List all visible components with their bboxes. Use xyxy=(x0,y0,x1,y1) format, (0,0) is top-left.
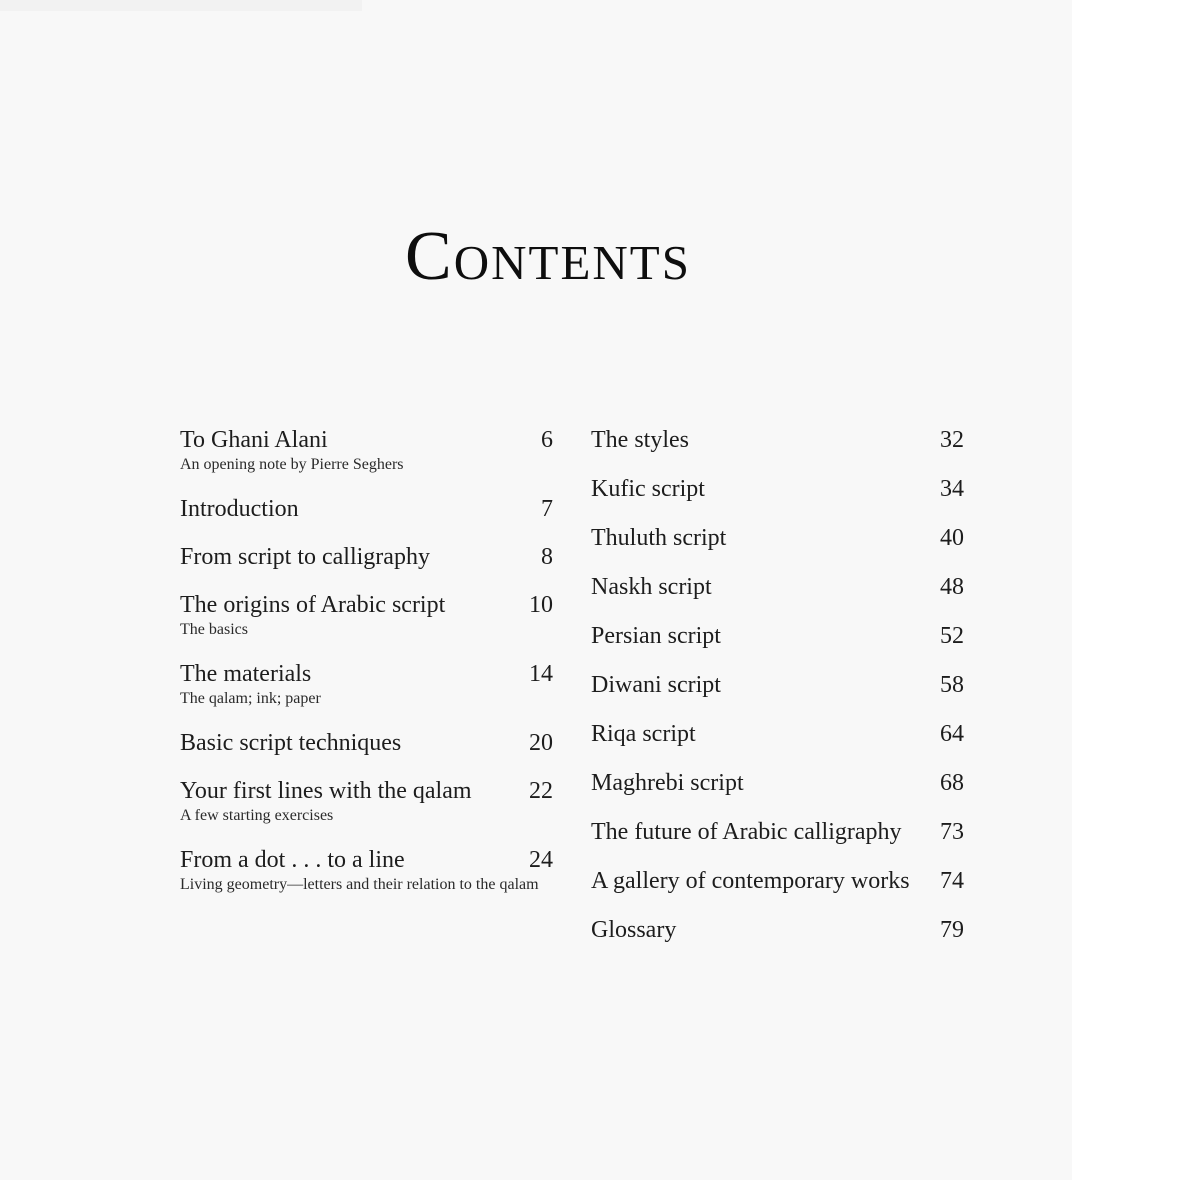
toc-entry-subtitle: The basics xyxy=(180,621,248,638)
toc-entry-title: Introduction xyxy=(180,496,299,522)
toc-entry-title: Basic script techniques xyxy=(180,730,402,756)
toc-entry-page: 34 xyxy=(940,476,964,502)
toc-entry xyxy=(180,727,553,760)
toc-entry-page: 6 xyxy=(541,427,553,453)
toc-entry xyxy=(180,775,553,829)
toc-entry-title: Diwani script xyxy=(591,672,721,698)
toc-entry-title: Kufic script xyxy=(591,476,705,502)
toc-entry-page: 73 xyxy=(940,819,964,845)
toc-entry xyxy=(180,541,553,574)
toc-entry-subtitle: Living geometry—letters and their relation to the qalam xyxy=(180,876,539,893)
toc-entry-subtitle: The qalam; ink; paper xyxy=(180,690,321,707)
toc-entry-page: 52 xyxy=(940,623,964,649)
toc-entry-page: 48 xyxy=(940,574,964,600)
toc-entry-title: The materials xyxy=(180,661,312,687)
toc-entry xyxy=(180,658,553,712)
toc-entry-page: 20 xyxy=(529,730,553,756)
toc-entry-subtitle: A few starting exercises xyxy=(180,807,334,824)
toc-entry-title: Persian script xyxy=(591,623,721,649)
toc-entry xyxy=(591,669,964,702)
toc-entry xyxy=(591,914,964,947)
toc-entry xyxy=(180,493,553,526)
toc-entry-page: 24 xyxy=(529,847,553,873)
toc-entry-title: Maghrebi script xyxy=(591,770,744,796)
toc-entry xyxy=(591,620,964,653)
top-edge-strip xyxy=(0,0,362,11)
toc-entry-page: 64 xyxy=(940,721,964,747)
toc-entry xyxy=(591,718,964,751)
toc-entry xyxy=(180,589,553,643)
toc-entry-page: 74 xyxy=(940,868,964,894)
toc-entry-page: 58 xyxy=(940,672,964,698)
contents-column-left xyxy=(180,424,553,913)
toc-entry-page: 40 xyxy=(940,525,964,551)
toc-entry-page: 7 xyxy=(541,496,553,522)
toc-entry-title: The future of Arabic calligraphy xyxy=(591,819,902,845)
page-title: Contents xyxy=(405,218,691,295)
toc-entry-page: 79 xyxy=(940,917,964,943)
toc-entry-page: 32 xyxy=(940,427,964,453)
toc-entry xyxy=(591,816,964,849)
toc-entry xyxy=(591,865,964,898)
toc-entry-title: The styles xyxy=(591,427,689,453)
toc-entry-subtitle: An opening note by Pierre Seghers xyxy=(180,456,404,473)
toc-entry xyxy=(591,424,964,457)
toc-entry-page: 10 xyxy=(529,592,553,618)
toc-entry xyxy=(591,571,964,604)
toc-entry-title: Glossary xyxy=(591,917,677,943)
toc-entry-title: Thuluth script xyxy=(591,525,727,551)
toc-entry-title: Naskh script xyxy=(591,574,712,600)
toc-entry-page: 68 xyxy=(940,770,964,796)
toc-entry-title: Your first lines with the qalam xyxy=(180,778,472,804)
toc-entry xyxy=(591,767,964,800)
contents-column-right xyxy=(591,424,964,963)
toc-entry xyxy=(591,522,964,555)
toc-entry-title: From a dot . . . to a line xyxy=(180,847,405,873)
toc-entry-title: Riqa script xyxy=(591,721,696,747)
toc-entry xyxy=(180,844,553,898)
toc-entry-title: From script to calligraphy xyxy=(180,544,430,570)
toc-entry-title: A gallery of contemporary works xyxy=(591,868,910,894)
toc-entry-page: 22 xyxy=(529,778,553,804)
toc-entry-title: To Ghani Alani xyxy=(180,427,328,453)
toc-entry-title: The origins of Arabic script xyxy=(180,592,446,618)
toc-entry-page: 8 xyxy=(541,544,553,570)
toc-entry xyxy=(180,424,553,478)
toc-entry xyxy=(591,473,964,506)
toc-entry-page: 14 xyxy=(529,661,553,687)
